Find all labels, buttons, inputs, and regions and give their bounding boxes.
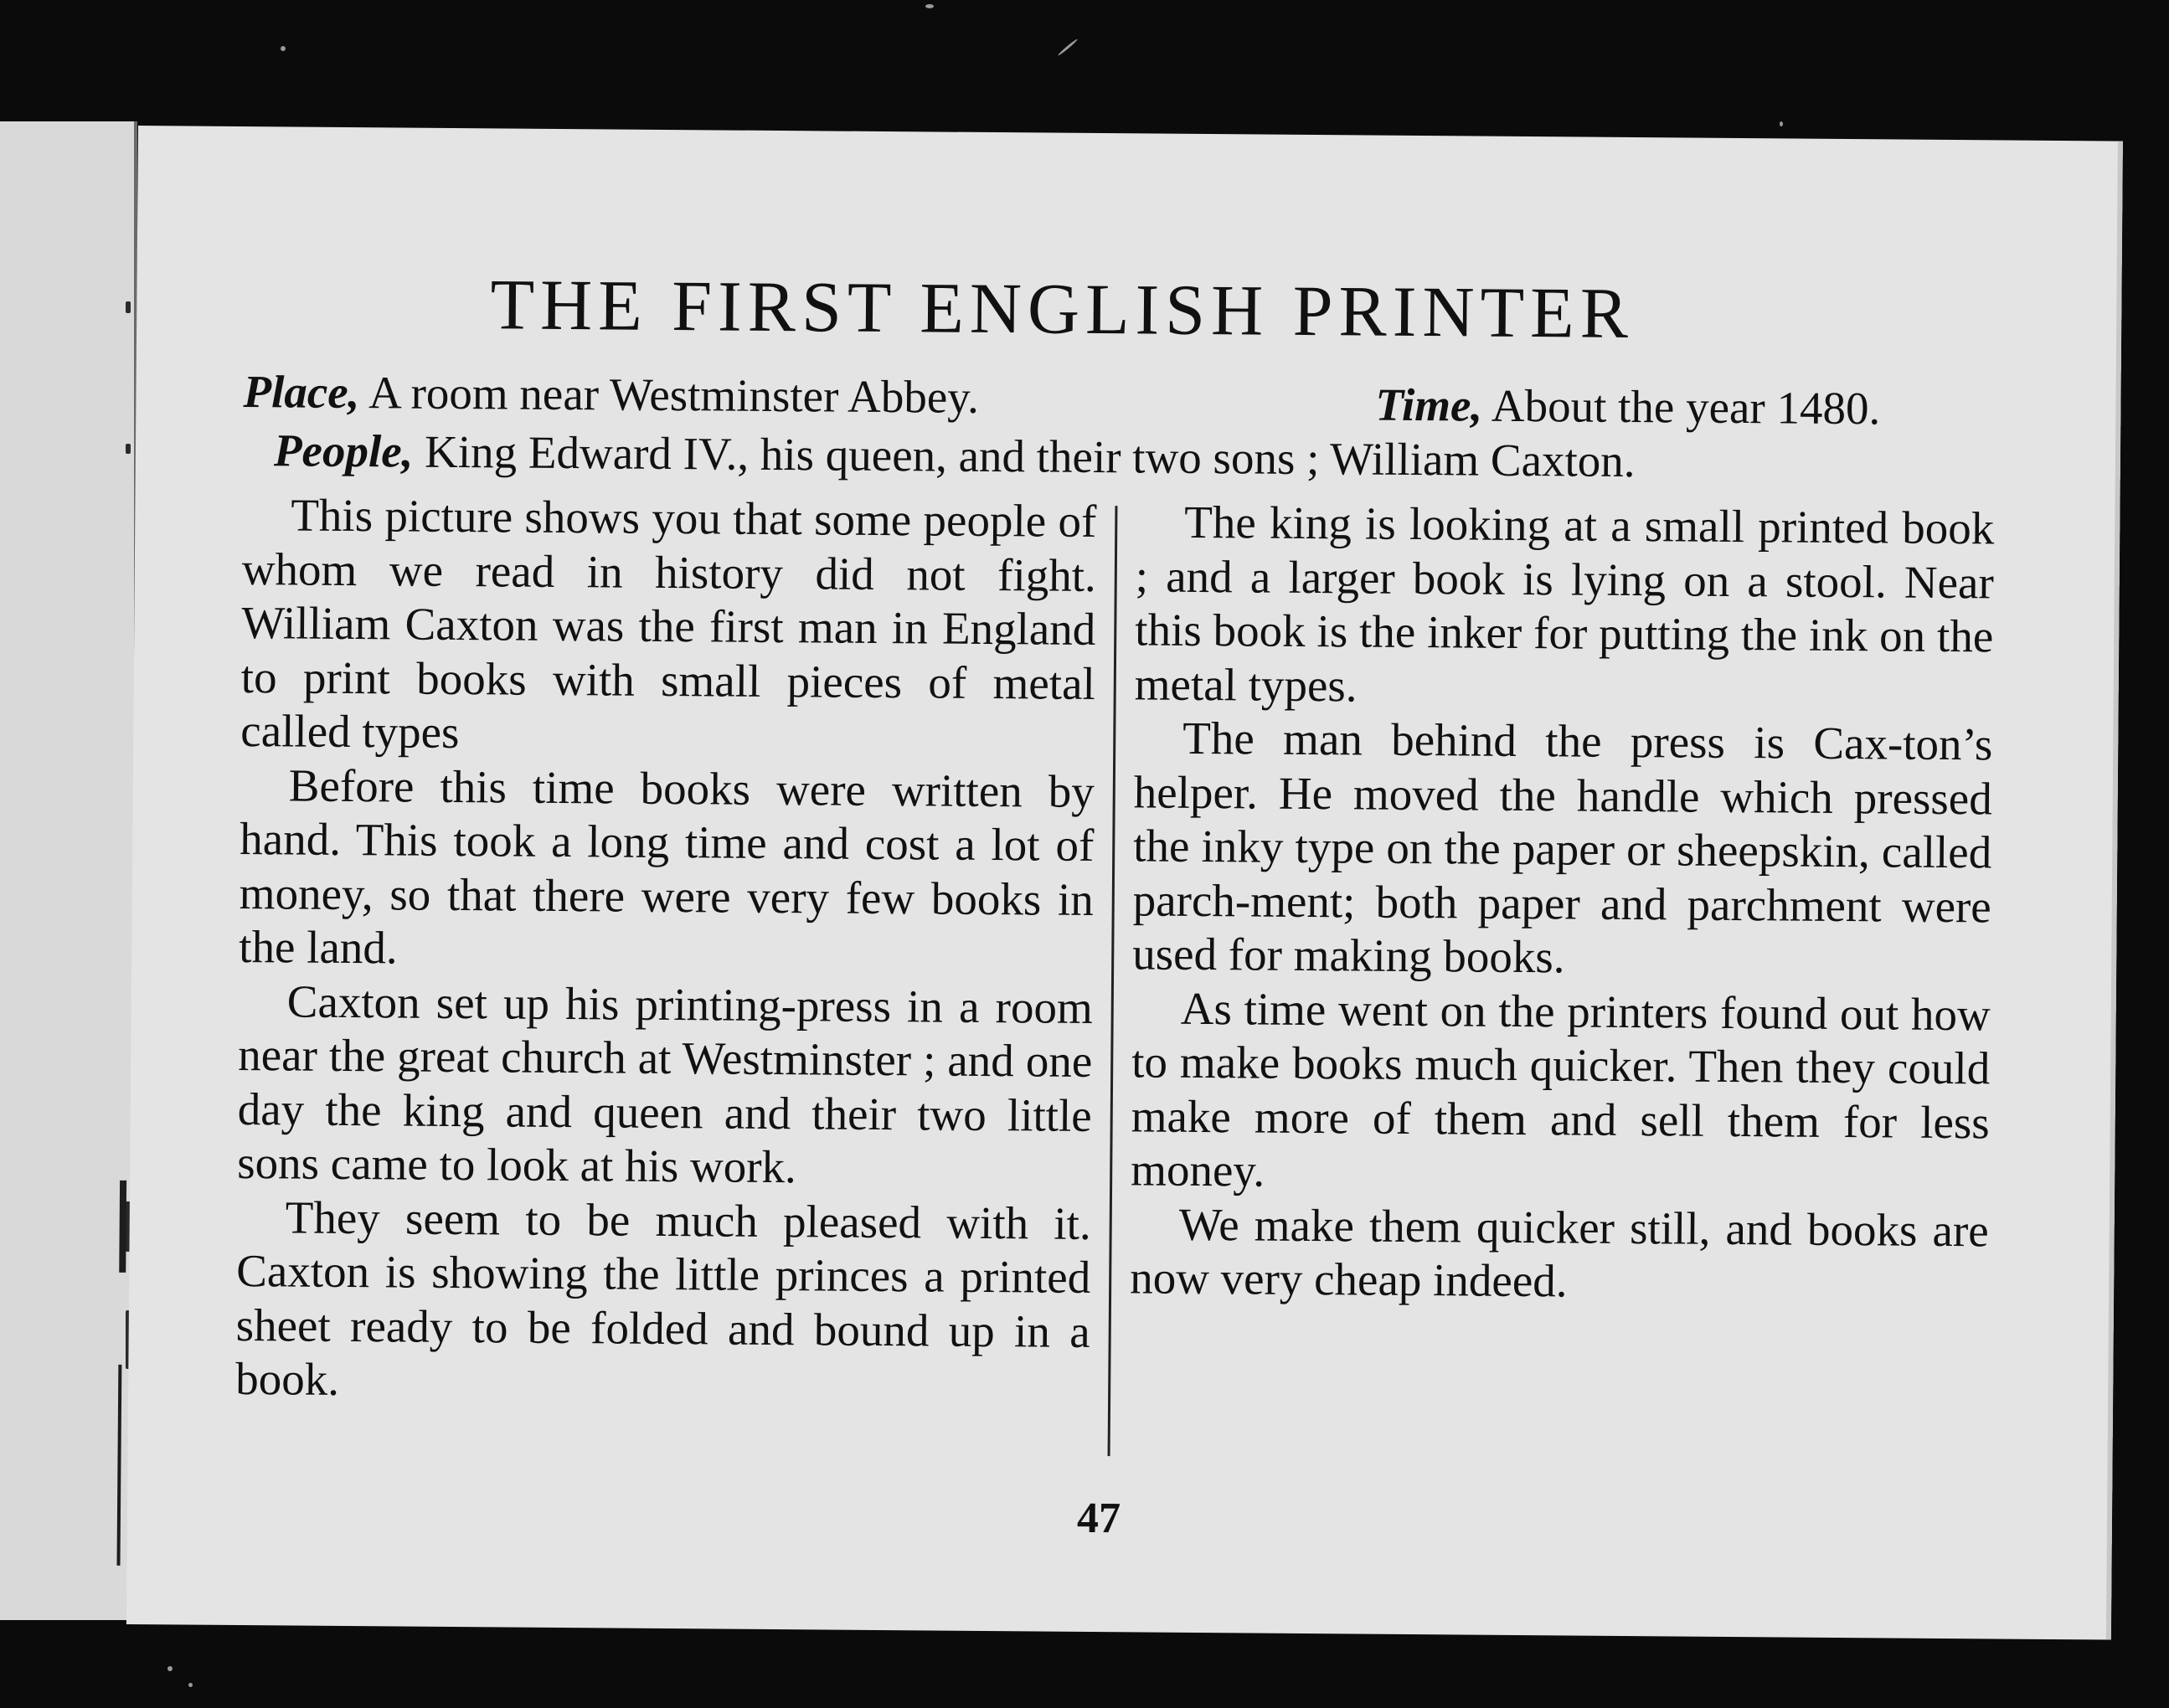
book-page [126,126,2123,1640]
place-text: A room near Westminster Abbey. [359,367,980,423]
page-title: THE FIRST ENGLISH PRINTER [490,264,1635,354]
paragraph: This picture shows you that some people of whom we read in history did not fight. William Caxton was the first man in England to print books with small pieces of metal called types [240,489,1097,759]
paragraph: We make them quicker still, and books are now very cheap indeed. [1129,1198,1989,1307]
people-text: King Edward IV., his queen, and their two sons ; William Caxton. [413,425,1636,487]
people-line [274,424,1636,487]
scan-speck [1780,121,1783,126]
left-column [235,488,1097,1412]
time-label: Time, [1375,378,1483,431]
place-label: Place, [243,365,360,419]
paragraph: The king is looking at a small printed book ; and a larger book is lying on a stool. Near this book is the inker for putting the ink on the metal types. [1134,496,1995,711]
scan-speck [188,1683,193,1687]
scan-speck [925,4,934,8]
binding-mark [119,1181,126,1273]
scan-speck [167,1666,173,1671]
binding-mark [126,444,131,454]
paragraph: The man behind the press is Cax-ton’s helper. He moved the handle which pressed the inky type on the paper or sheepskin, called parch-ment; both paper and parchment were used for making books. [1132,712,1993,983]
scan-speck [1058,39,1079,57]
place-line [243,365,979,424]
paragraph: They seem to be much pleased with it. Caxton is showing the little princes a printed sheet ready to be folded and bound up in a book. [235,1191,1091,1405]
facing-page-edge [0,121,137,1620]
paragraph: Caxton set up his printing-press in a room near the great church at Westminster ; and one day the king and queen and their two little sons came to look at his work. [237,975,1094,1193]
paragraph: As time went on the printers found out how to make books much quicker. Then they could make more of them and sell them for less money. [1131,982,1991,1196]
paragraph: Before this time books were written by hand. This took a long time and cost a lot of money, so that there were very few books in the land. [239,759,1095,974]
time-line [1375,378,1880,435]
page-number: 47 [1076,1494,1121,1543]
time-text: About the year 1480. [1481,379,1881,435]
column-divider [1108,506,1118,1456]
scan-speck [281,46,286,51]
binding-mark [126,301,131,313]
right-column [1130,495,1995,1312]
people-label: People, [273,424,414,477]
